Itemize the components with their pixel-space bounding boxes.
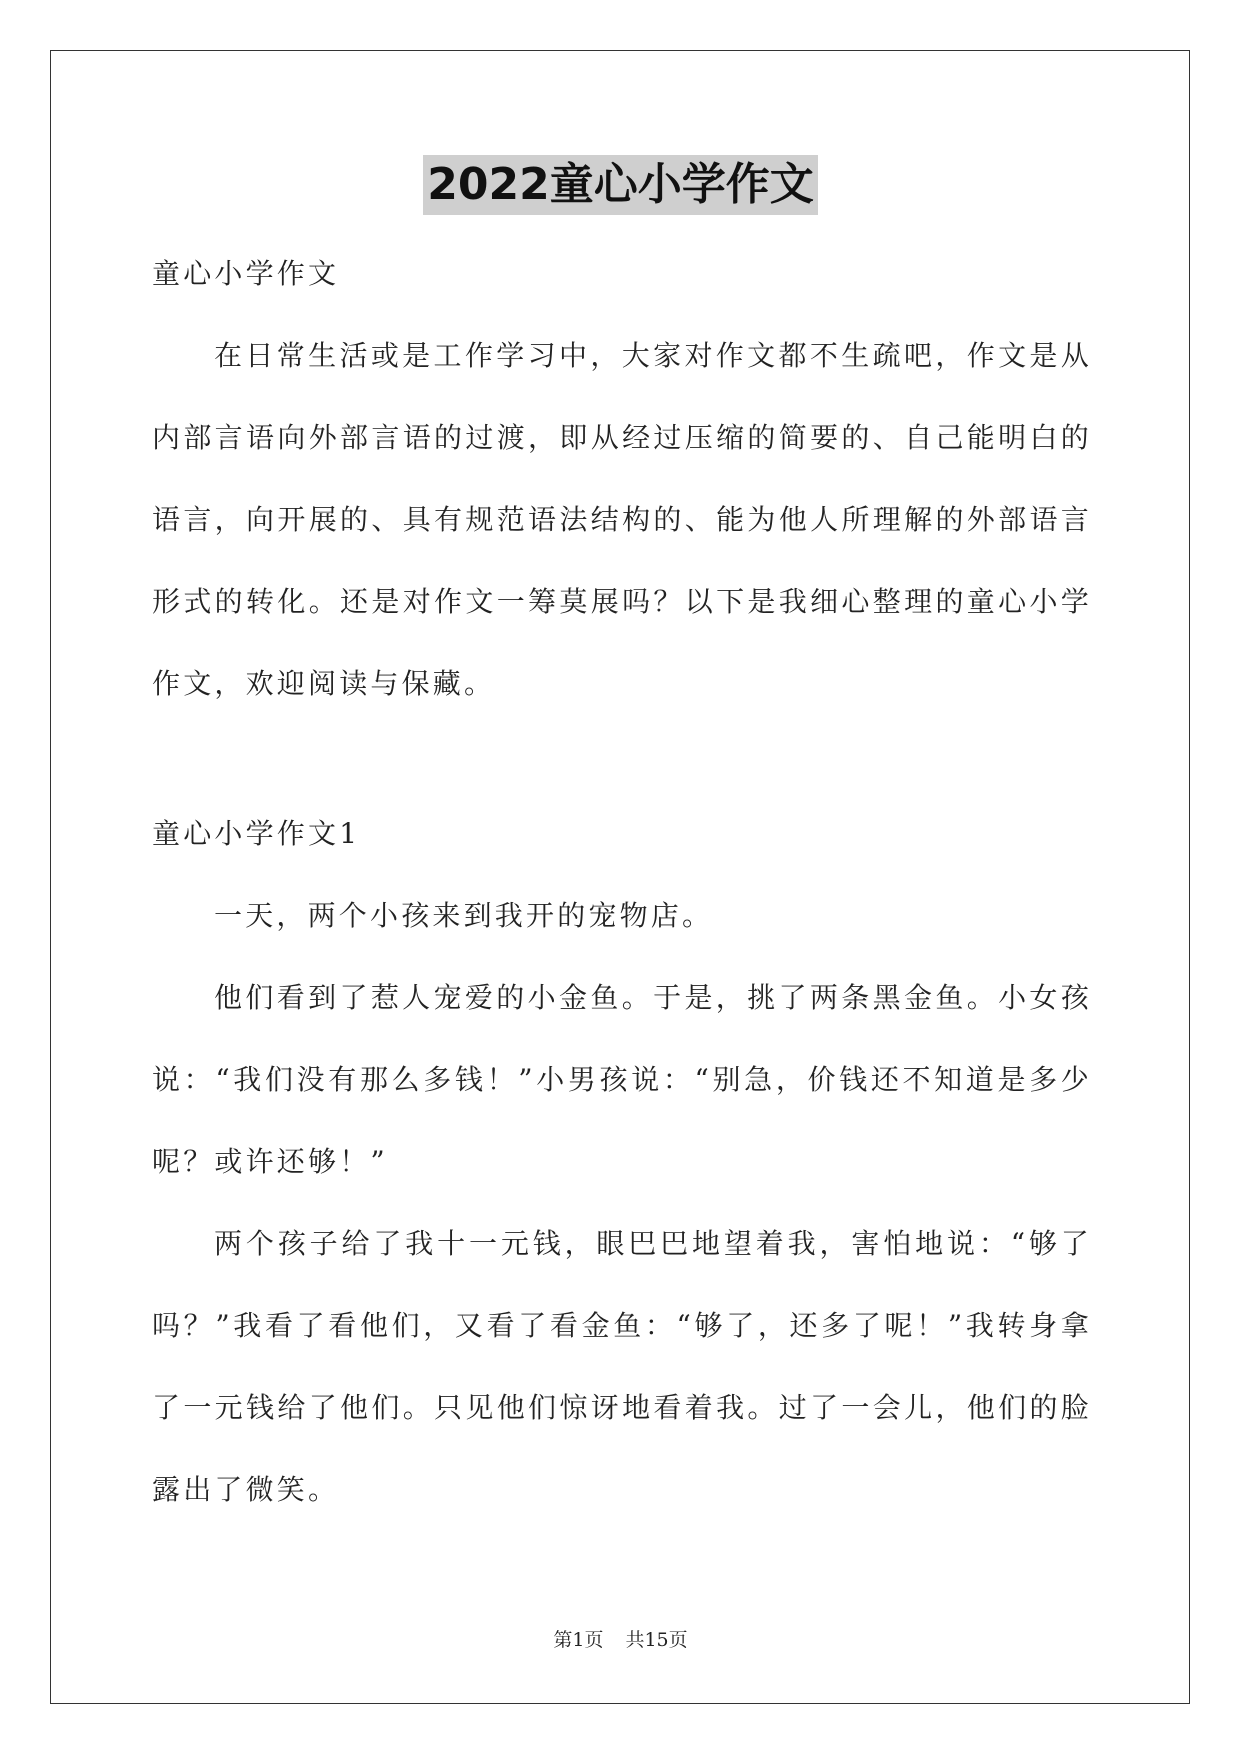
page-number: 第1页 <box>553 1629 604 1651</box>
body-paragraph: 他们看到了惹人宠爱的小金鱼。于是，挑了两条黑金鱼。小女孩说：“我们没有那么多钱！”小男孩说：“别急，价钱还不知道是多少呢？或许还够！” <box>152 981 1092 1178</box>
body-paragraph: 一天，两个小孩来到我开的宠物店。 <box>214 899 714 932</box>
document-body <box>152 233 1092 1531</box>
intro-heading: 童心小学作文 <box>152 257 340 290</box>
page-footer <box>0 1625 1241 1652</box>
body-paragraph: 两个孩子给了我十一元钱，眼巴巴地望着我，害怕地说：“够了吗？”我看了看他们，又看了看金鱼：“够了，还多了呢！”我转身拿了一元钱给了他们。只见他们惊讶地看着我。过了一会儿，他们的脸露出了微笑。 <box>152 1227 1092 1506</box>
section-heading: 童心小学作文1 <box>152 817 361 850</box>
page-total: 共15页 <box>625 1629 688 1651</box>
section-spacer <box>152 725 1092 793</box>
intro-paragraph: 在日常生活或是工作学习中，大家对作文都不生疏吧，作文是从内部言语向外部言语的过渡，即从经过压缩的简要的、自己能明白的语言，向开展的、具有规范语法结构的、能为他人所理解的外部语言形式的转化。还是对作文一筹莫展吗？以下是我细心整理的童心小学作文，欢迎阅读与保藏。 <box>152 339 1092 700</box>
document-title: 2022童心小学作文 <box>423 155 817 215</box>
title-container <box>0 155 1241 215</box>
